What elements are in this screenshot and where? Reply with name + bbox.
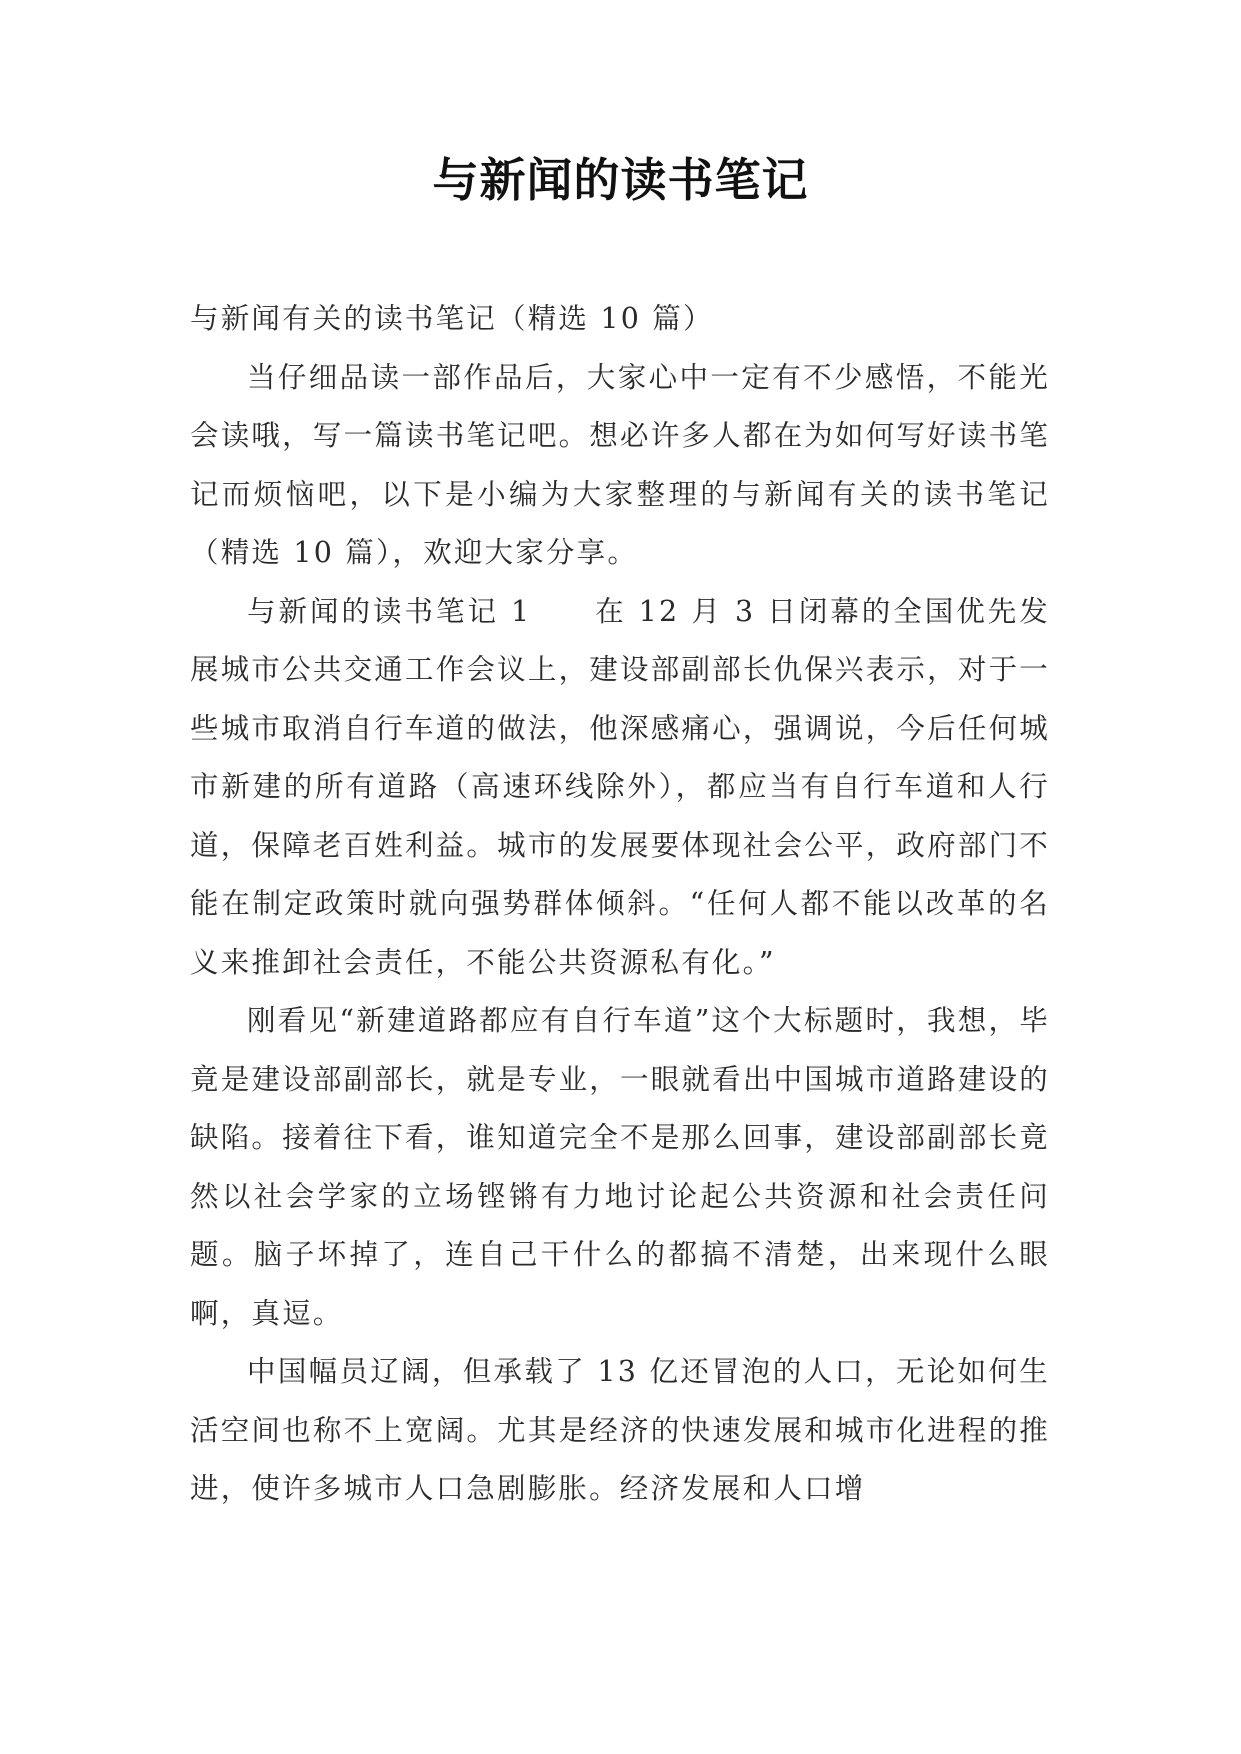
paragraph: 当仔细品读一部作品后，大家心中一定有不少感悟，不能光会读哦，写一篇读书笔记吧。想必许多人都在为如何写好读书笔记而烦恼吧，以下是小编为大家整理的与新闻有关的读书笔记（精选 10 篇），欢迎大家分享。 [190,360,1050,569]
paragraph: 中国幅员辽阔，但承载了 13 亿还冒泡的人口，无论如何生活空间也称不上宽阔。尤其是经济的快速发展和城市化进程的推进，使许多城市人口急剧膨胀。经济发展和人口增 [190,1355,1050,1505]
document-body [190,290,1050,1519]
paragraph: 刚看见“新建道路都应有自行车道”这个大标题时，我想，毕竟是建设部副部长，就是专业，一眼就看出中国城市道路建设的缺陷。接着往下看，谁知道完全不是那么回事，建设部副部长竟然以社会学家的立场铿锵有力地讨论起公共资源和社会责任问题。脑子坏掉了，连自己干什么的都搞不清楚，出来现什么眼啊，真逗。 [190,1004,1050,1330]
document-subtitle: 与新闻有关的读书笔记（精选 10 篇） [190,302,714,335]
document-title: 与新闻的读书笔记 [432,153,809,207]
paragraph: 与新闻的读书笔记 1 在 12 月 3 日闭幕的全国优先发展城市公共交通工作会议上，建设部副部长仇保兴表示，对于一些城市取消自行车道的做法，他深感痛心，强调说，今后任何城市新建的所有道路（高速环线除外），都应当有自行车道和人行道，保障老百姓利益。城市的发展要体现社会公平，政府部门不能在制定政策时就向强势群体倾斜。“任何人都不能以改革的名义来推卸社会责任，不能公共资源私有化。” [190,594,1050,979]
